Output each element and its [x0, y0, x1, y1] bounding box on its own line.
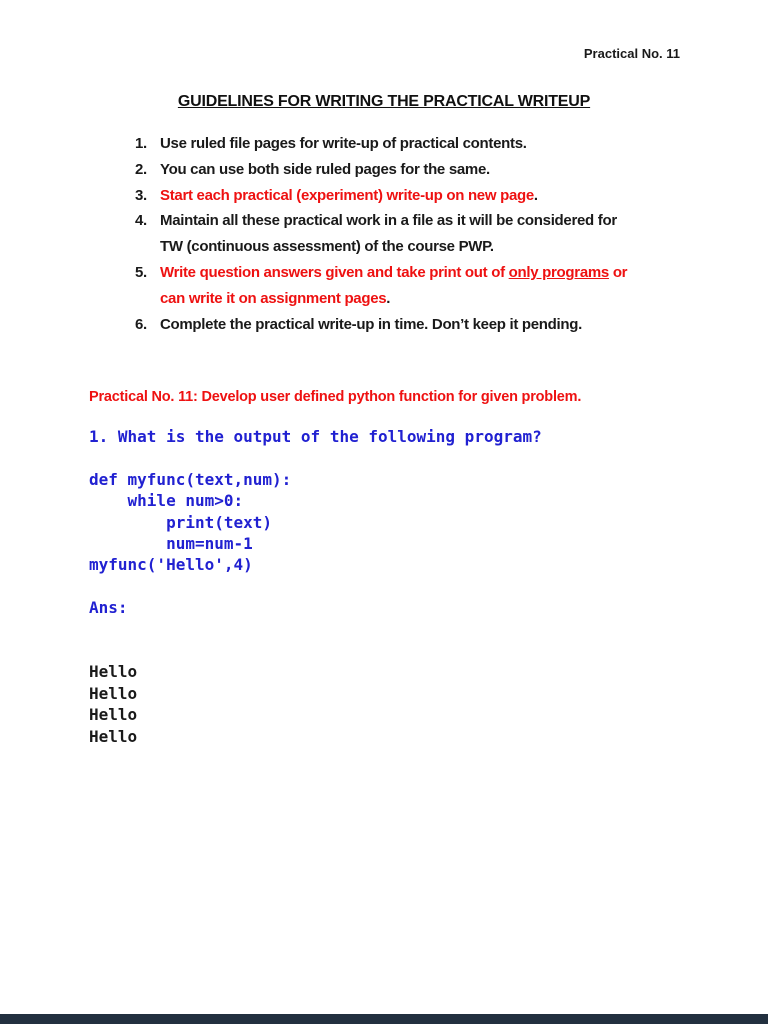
output-line: Hello [89, 726, 138, 746]
blank-line [89, 447, 542, 468]
guideline-line-1 [160, 260, 720, 286]
code-line: print(text) [89, 512, 273, 532]
guideline-line-2 [160, 286, 720, 312]
code-line: def myfunc(text,num): [89, 469, 292, 489]
blank-line [89, 619, 542, 640]
guideline-line-2: TW (continuous assessment) of the course PWP. [160, 238, 494, 256]
guideline-item-6 [135, 312, 720, 338]
guideline-item-4 [135, 208, 720, 260]
guidelines-list [135, 131, 720, 337]
guideline-text [160, 260, 720, 312]
blank-line [89, 640, 542, 661]
guideline-text [160, 208, 720, 260]
guideline-text: Use ruled file pages for write-up of practical contents. [160, 135, 527, 152]
document-title: GUIDELINES FOR WRITING THE PRACTICAL WRITEUP [177, 93, 591, 110]
guideline-period: . [533, 186, 538, 204]
output-line: Hello [89, 662, 138, 682]
code-line: num=num-1 [89, 534, 253, 554]
guideline-text [160, 183, 720, 209]
output-line: Hello [89, 705, 138, 725]
guideline-text: Complete the practical write-up in time. Don’t keep it pending. [160, 315, 582, 333]
question-line: 1. What is the output of the following program? [89, 427, 542, 446]
guideline-red-text: or [608, 263, 628, 281]
item-number: 3. [135, 186, 147, 204]
guideline-red-text: Write question answers given and take print out of [160, 263, 509, 281]
item-number: 5. [135, 263, 147, 281]
guideline-period: . [386, 289, 391, 307]
practical-heading: Practical No. 11: Develop user defined python function for given problem. [89, 389, 582, 405]
item-number: 2. [135, 160, 147, 178]
guideline-item-1 [135, 131, 720, 157]
output-line: Hello [89, 683, 138, 703]
guideline-text: You can use both side ruled pages for the same. [160, 160, 490, 178]
guideline-item-3 [135, 183, 720, 209]
answer-label: Ans: [89, 598, 128, 618]
guideline-red-text: can write it on assignment pages [160, 289, 387, 307]
blank-line [89, 576, 542, 597]
guideline-item-5 [135, 260, 720, 312]
code-line: while num>0: [89, 491, 244, 511]
item-number: 4. [135, 212, 147, 230]
guideline-item-2 [135, 157, 720, 183]
item-number: 6. [135, 315, 147, 333]
page-header-label: Practical No. 11 [583, 46, 680, 61]
guideline-red-text: Start each practical (experiment) write-up on new page [160, 186, 534, 204]
item-number: 1. [135, 135, 147, 152]
bottom-bar [0, 1014, 768, 1024]
guideline-line-1: Maintain all these practical work in a file as it will be considered for [160, 212, 617, 230]
code-line: myfunc('Hello',4) [89, 555, 253, 575]
guideline-underlined-text: only programs [508, 263, 609, 281]
program-section [89, 426, 542, 747]
